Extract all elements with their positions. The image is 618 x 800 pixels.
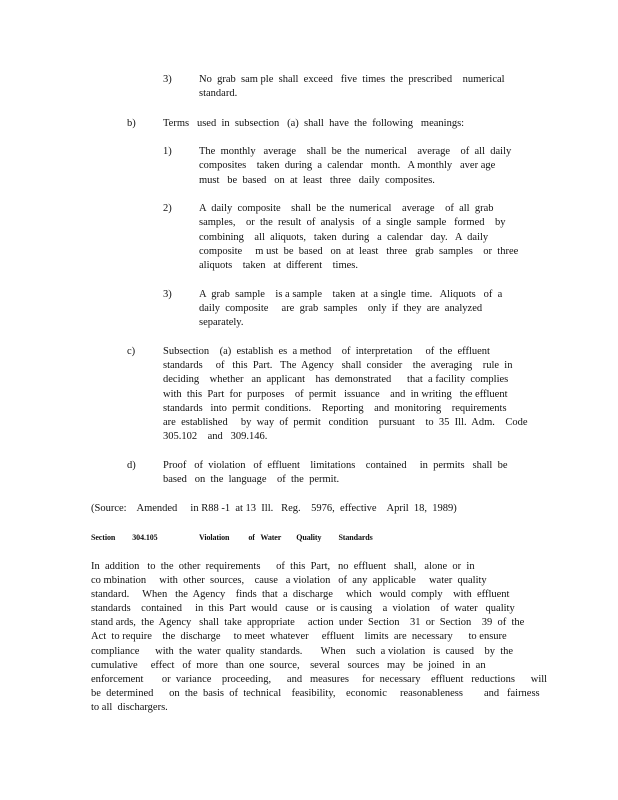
b1-line-1: The monthly average shall be the numerical average of all daily xyxy=(199,146,512,157)
b2-line-4: composite m ust be based on at least three grab samples or three xyxy=(199,246,519,257)
section-title: Violation of Water Quality Standards xyxy=(199,533,373,542)
subsection-b-label: b) xyxy=(127,118,136,129)
b3-line-1: A grab sample is a sample taken at a single time. Aliquots of a xyxy=(199,289,503,300)
body-line-2: co mbination with other sources, cause a violation of any applicable water quality xyxy=(91,575,487,586)
body-line-9: enforcement or variance proceeding, and measures for necessary effluent reductions will xyxy=(91,674,548,685)
body-line-3: standard. When the Agency finds that a discharge which would comply with effluent xyxy=(91,589,510,600)
item-3-line-1: No grab sam ple shall exceed five times the prescribed numerical xyxy=(199,74,505,85)
c-line-7: 305.102 and 309.146. xyxy=(163,431,268,442)
c-line-5: standards into permit conditions. Reporting and monitoring requirements xyxy=(163,403,507,414)
source-note: (Source: Amended in R88 -1 at 13 Ill. Reg. 5976, effective April 18, 1989) xyxy=(91,503,457,514)
b3-label: 3) xyxy=(163,289,172,300)
item-3-label: 3) xyxy=(163,74,172,85)
body-line-5: stand ards, the Agency shall take appropriate action under Section 31 or Section 39 of the xyxy=(91,617,525,628)
b2-label: 2) xyxy=(163,203,172,214)
subsection-b-intro: Terms used in subsection (a) shall have the following meanings: xyxy=(163,118,465,129)
b2-line-5: aliquots taken at different times. xyxy=(199,260,359,271)
body-line-10: be determined on the basis of technical feasibility, economic reasonableness and fairness xyxy=(91,688,540,699)
b2-line-3: combining all aliquots, taken during a calendar day. A daily xyxy=(199,232,489,243)
c-line-1: Subsection (a) establish es a method of interpretation of the effluent xyxy=(163,346,490,357)
d-line-2: based on the language of the permit. xyxy=(163,474,340,485)
b1-label: 1) xyxy=(163,146,172,157)
item-3-line-2: standard. xyxy=(199,88,238,99)
b3-line-3: separately. xyxy=(199,317,244,328)
body-line-11: to all dischargers. xyxy=(91,702,168,713)
body-line-4: standards contained in this Part would cause or is causing a violation of water quality xyxy=(91,603,515,614)
b1-line-2: composites taken during a calendar month. A monthly aver age xyxy=(199,160,496,171)
b1-line-3: must be based on at least three daily composites. xyxy=(199,175,435,186)
b2-line-2: samples, or the result of analysis of a single sample formed by xyxy=(199,217,506,228)
subsection-c-label: c) xyxy=(127,346,136,357)
b2-line-1: A daily composite shall be the numerical average of all grab xyxy=(199,203,494,214)
body-line-7: compliance with the water quality standards. When such a violation is caused by the xyxy=(91,646,514,657)
c-line-2: standards of this Part. The Agency shall consider the averaging rule in xyxy=(163,360,513,371)
body-line-8: cumulative effect of more than one source, several sources may be joined in an xyxy=(91,660,486,671)
body-line-1: In addition to the other requirements of this Part, no effluent shall, alone or in xyxy=(91,561,475,572)
section-number: Section 304.105 xyxy=(91,533,158,542)
c-line-6: are established by way of permit condition pursuant to 35 Ill. Adm. Code xyxy=(163,417,528,428)
subsection-d-label: d) xyxy=(127,460,136,471)
d-line-1: Proof of violation of effluent limitations contained in permits shall be xyxy=(163,460,508,471)
body-line-6: Act to require the discharge to meet whatever effluent limits are necessary to ensure xyxy=(91,631,507,642)
c-line-4: with this Part for purposes of permit issuance and in writing the effluent xyxy=(163,389,508,400)
b3-line-2: daily composite are grab samples only if they are analyzed xyxy=(199,303,483,314)
c-line-3: deciding whether an applicant has demonstrated that a facility complies xyxy=(163,374,509,385)
